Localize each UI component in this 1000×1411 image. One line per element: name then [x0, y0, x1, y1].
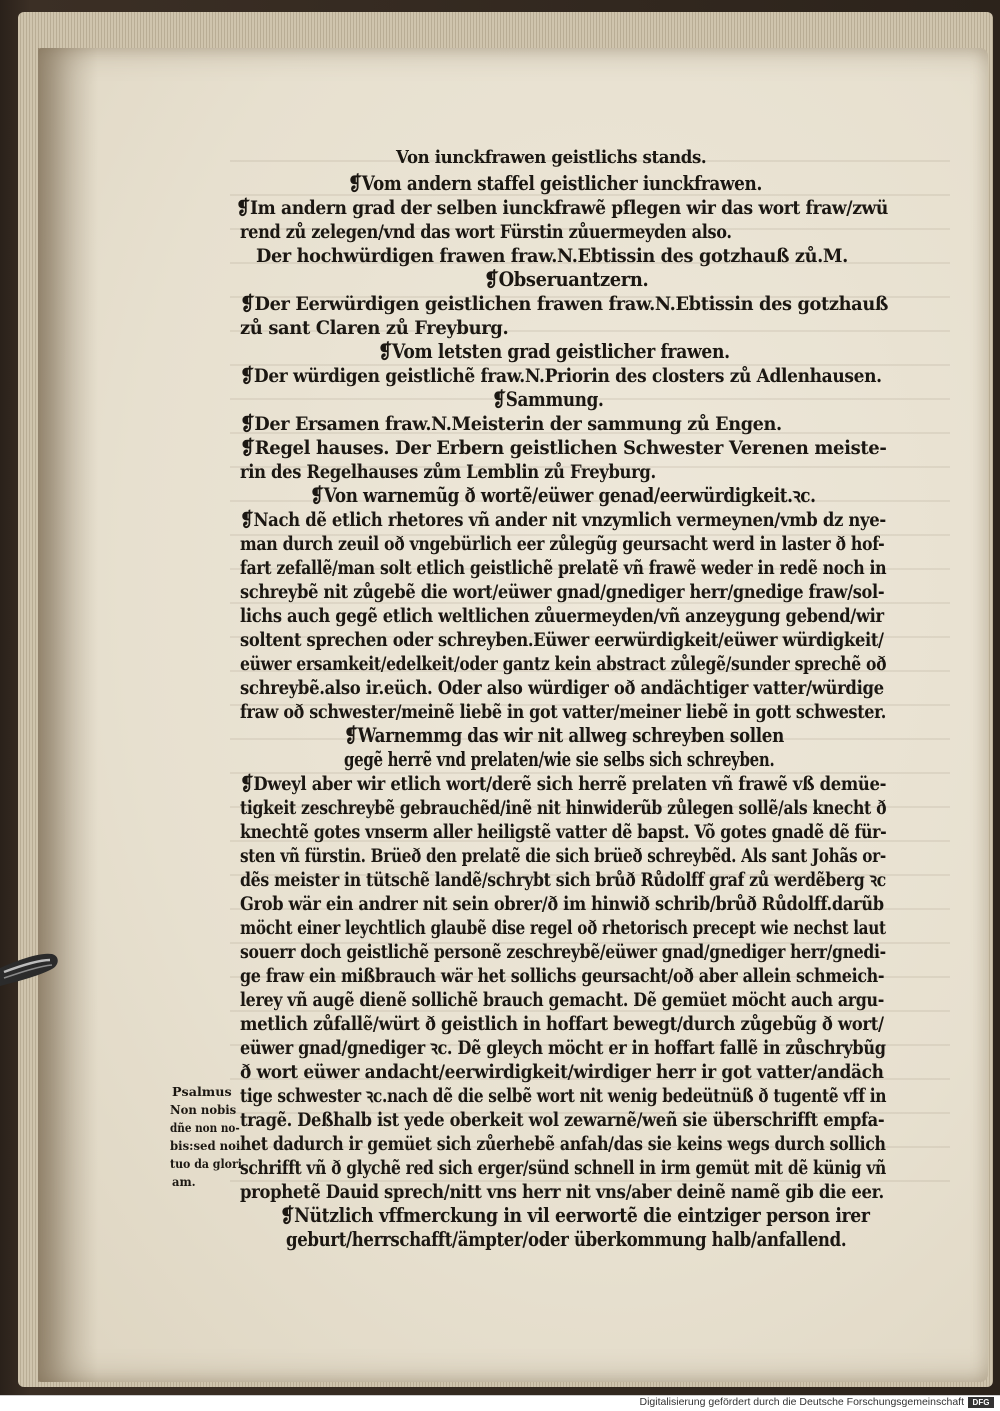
text-line: ❡Dweyl aber wir etlich wort/derẽ sich herrẽ prelaten vñ frawẽ vß demüe- [240, 773, 887, 795]
text-line: fart zefallẽ/man solt etlich geistlichẽ prelatẽ vñ frawẽ weder in redẽ noch in [240, 557, 887, 579]
text-line: lerey vñ augẽ dienẽ sollichẽ brauch gemacht. Dẽ gemüet möcht auch argu- [240, 989, 885, 1011]
text-line: rend zů zelegen/vnd das wort Fürstin zůuermeyden also. [240, 221, 732, 243]
dfg-logo: DFG [968, 1397, 994, 1408]
text-line: soltent sprechen oder schreyben.Eüwer eerwürdigkeit/eüwer würdigkeit/ [240, 629, 884, 651]
text-line: lichs auch gegẽ etlich weltlichen zůuermeyden/vñ anzeygung gebend/wir [240, 605, 884, 627]
text-line: ❡Regel hauses. Der Erbern geistlichen Schwester Verenen meiste- [240, 437, 887, 459]
text-line: rin des Regelhauses zům Lemblin zů Freyburg. [240, 461, 656, 483]
text-line: souerr doch geistlichẽ personẽ zeschreybẽ/eüwer gnad/gnediger herr/gnedi- [240, 941, 886, 963]
text-line: knechtẽ gotes vnserm aller heiligstẽ vatter dẽ bapst. Võ gotes gnadẽ dẽ für- [240, 821, 887, 843]
text-line: dẽs meister in tütschẽ landẽ/schrybt sich brůð Růdolff graf zů werdẽberg ꝛc [240, 869, 886, 891]
section-heading: ❡Obseruantzern. [484, 268, 649, 291]
text-line: möcht einer leychtlich glaubẽ dise regel oð rhetorisch precept wie nechst laut [240, 917, 886, 939]
margin-note-line: tuo da glori [170, 1156, 242, 1171]
section-heading: ❡Warnemmg das wir nit allweg schreyben sollen [344, 724, 784, 747]
margin-note-line: Non nobis [170, 1102, 237, 1117]
section-heading: ❡Vom andern staffel geistlicher iunckfrawen. [348, 172, 762, 195]
page-clip-icon [0, 930, 60, 1000]
text-line: ❡Der Ersamen fraw.N.Meisterin der sammung zů Engen. [240, 413, 782, 435]
text-line: ❡Der Eerwürdigen geistlichen frawen fraw.N.Ebtissin des gotzhauß [240, 293, 889, 315]
margin-note-line: Psalmus [172, 1084, 232, 1099]
text-line: tigkeit zeschreybẽ gebrauchẽd/inẽ nit hinwiderũb zůlegen sollẽ/als knecht ð [240, 797, 887, 819]
page-gutter-shadow [38, 48, 98, 1382]
text-line: schrifft vñ ð glychẽ red sich erger/sünd schnell in irm gemüt mit dẽ künig vñ [240, 1157, 887, 1179]
footer-credit: Digitalisierung gefördert durch die Deutsche Forschungsgemeinschaft [639, 1396, 964, 1408]
section-heading: gegẽ herrẽ vnd prelaten/wie sie selbs sich schreyben. [344, 748, 775, 771]
text-line: ❡Der würdigen geistlichẽ fraw.N.Priorin des closters zů Adlenhausen. [240, 365, 882, 387]
section-heading: ❡Von warnemũg ð wortẽ/eüwer genad/eerwürdigkeit.ꝛc. [310, 484, 816, 507]
text-line: schreybẽ nit zůgebẽ die wort/eüwer gnad/gnediger herr/gnedige fraw/sol- [240, 581, 885, 603]
text-line: tragẽ. Deßhalb ist yede oberkeit wol zewarnẽ/weñ sie überschrifft empfa- [240, 1109, 885, 1131]
text-line: Grob wär ein andrer nit sein obrer/ð im hinwið schrib/brůð Růdolff.darũb [240, 893, 884, 915]
text-line: metlich zůfallẽ/würt ð geistlich in hoffart bewegt/durch zůgebũg ð wort/ [240, 1013, 884, 1035]
text-line: prophetẽ Dauid sprech/nitt vns herr nit vns/aber deinẽ namẽ gib die eer. [240, 1181, 884, 1203]
margin-note-line: dñe non no- [170, 1120, 240, 1135]
text-line: tige schwester ꝛc.nach dẽ die selbẽ wort nit wenig bedeütnüß ð tugentẽ vff in [240, 1085, 887, 1107]
text-line: Der hochwürdigen frawen fraw.N.Ebtissin des gotzhauß zů.M. [256, 245, 848, 267]
section-heading: ❡Sammung. [492, 388, 604, 411]
text-line: ❡Im andern grad der selben iunckfrawẽ pflegen wir das wort fraw/zwü [236, 197, 889, 219]
section-heading: ❡Vom letsten grad geistlicher frawen. [378, 340, 730, 363]
running-head: Von iunckfrawen geistlichs stands. [396, 147, 707, 168]
margin-note-line: am. [172, 1174, 196, 1189]
margin-note-line: bis:sed noi [170, 1138, 241, 1153]
text-line: eüwer ersamkeit/edelkeit/oder gantz kein abstract zůlegẽ/sunder sprechẽ oð [240, 653, 887, 675]
text-line: fraw oð schwester/meinẽ liebẽ in got vatter/meiner liebẽ in gott schwester. [240, 701, 886, 723]
text-line: het dadurch ir gemüet sich zůerhebẽ anfah/das sie keins wegs durch sollich [240, 1133, 886, 1155]
text-line: ❡Nach dẽ etlich rhetores vñ ander nit vnzymlich vermeynen/vmb dz nye- [240, 509, 886, 531]
section-heading: geburt/herrschafft/ämpter/oder überkommung halb/anfallend. [286, 1228, 847, 1251]
text-line: schreybẽ.also ir.eüch. Oder also würdiger oð andächtiger vatter/würdige [240, 677, 884, 699]
text-line: sten vñ fürstin. Brüeð den prelatẽ die sich brüeð schreybẽd. Als sant Johãs or- [240, 845, 886, 867]
section-heading: ❡Nützlich vffmerckung in vil eerwortẽ die eintziger person irer [280, 1204, 870, 1227]
text-line: man durch zeuil oð vngebürlich eer zůlegũg geursacht werd in laster ð hof- [240, 533, 885, 555]
text-line: ð wort eüwer andacht/eerwirdigkeit/wirdiger herr ir got vatter/andäch [240, 1061, 884, 1083]
text-line: ge fraw ein mißbrauch wär het sollichs geursacht/oð aber allein schmeich- [240, 965, 885, 987]
text-line: eüwer gnad/gnediger ꝛc. Dẽ gleych möcht er in hoffart fallẽ in zůschrybũg [240, 1037, 886, 1059]
text-line: zů sant Claren zů Freyburg. [240, 317, 509, 339]
